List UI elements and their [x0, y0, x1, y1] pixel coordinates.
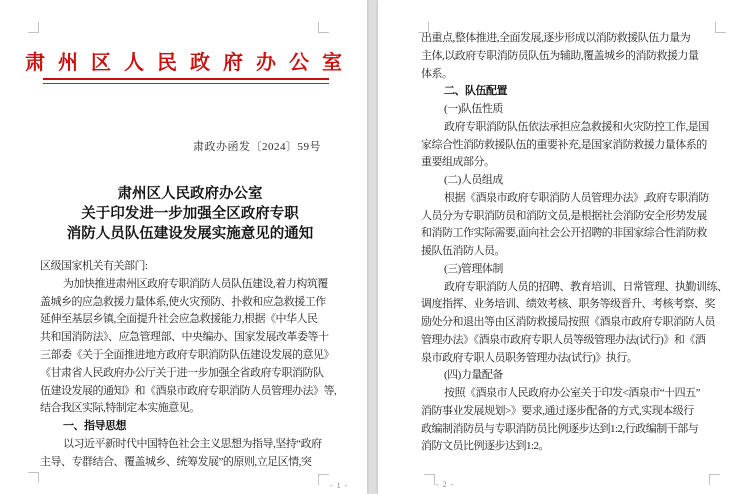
text-line: 以习近平新时代中国特色社会主义思想为指导,坚持“政府	[63, 437, 322, 450]
margin-corner-mark	[424, 474, 435, 485]
text-line: 主导、专群结合、覆盖城乡、统筹发展”的原则,立足区情,突	[40, 455, 312, 468]
text-line: 一、指导思想	[63, 420, 126, 433]
text-line: 伍建设发展的通知》和《酒泉市政府专职消防人员管理办法》等,	[40, 384, 337, 397]
margin-corner-mark	[28, 22, 39, 33]
text-line: 管理办法》《酒泉市政府专职人员等级管理办法(试行)》和《酒	[421, 333, 706, 346]
text-line: 泉市政府专职人员职务管理办法(试行)》执行。	[421, 351, 638, 364]
text-line: 人员分为专职消防员和消防文员,是根据社会消防安全形势发展	[421, 209, 707, 222]
text-line: 出重点,整体推进,全面发展,逐步形成以消防救援队伍力量为	[421, 32, 691, 44]
page-number-1: - 1 -	[330, 481, 349, 490]
text-line: 《甘肃省人民政府办公厅关于进一步加强全省政府专职消防队	[40, 366, 324, 379]
page2-body-text	[421, 30, 728, 456]
text-line: 政编制消防员与专职消防员比例逐步达到1:2,行政编制干部与	[421, 422, 699, 435]
text-line: 政府专职消防队伍依法承担应急救援和火灾防控工作,是国	[444, 120, 709, 133]
letterhead-divider-thick	[43, 78, 329, 80]
margin-corner-mark	[318, 474, 329, 485]
text-line: 消防事业发展规划>》要求,通过逐步配备的方式,实现本级行	[421, 404, 694, 417]
title-line: 肃州区人民政府办公室	[117, 186, 263, 202]
text-line: 重要组成部分。	[421, 156, 495, 169]
title-line: 关于印发进一步加强全区政府专职	[81, 206, 299, 222]
margin-corner-mark	[318, 22, 329, 33]
text-line: 延伸至基层乡镇,全面提升社会应急救援能力,根据《中华人民	[40, 313, 318, 326]
text-line: 二、队伍配置	[444, 85, 507, 98]
text-line: (三)管理体制	[444, 262, 503, 275]
page-number-2: - 2 -	[436, 480, 455, 489]
document-number: 肃政办函发〔2024〕59号	[193, 141, 321, 153]
text-line: 为加快推进肃州区政府专职消防人员队伍建设,着力构筑覆	[63, 277, 328, 290]
text-line: 三部委《关于全面推进地方政府专职消防队伍建设发展的意见》	[40, 348, 334, 361]
text-line: (二)人员组成	[444, 174, 503, 186]
text-line: 调度指挥、业务培训、绩效考核、职务等级晋升、考核考察、奖	[421, 298, 715, 311]
text-line: 家综合性消防救援队伍的重要补充,是国家消防救援力量体系的	[421, 138, 707, 151]
text-line: 根据《酒泉市政府专职消防人员管理办法》,政府专职消防	[444, 191, 709, 204]
text-line: 结合我区实际,特制定本实施意见。	[40, 402, 200, 415]
letterhead-title: 肃 州 区 人 民 政 府 办 公 室	[25, 52, 346, 74]
text-line: 共和国消防法》、应急管理部、中央编办、国家发展改革委等十	[40, 331, 329, 344]
text-line: 和消防工作实际需要,面向社会公开招聘的非国家综合性消防救	[421, 227, 707, 240]
document-title	[40, 184, 340, 244]
letterhead-divider-thin	[43, 83, 329, 84]
text-line: 盖城乡的应急救援力量体系,使火灾预防、扑救和应急救援工作	[40, 295, 326, 308]
text-line: 按照《酒泉市人民政府办公室关于印发<酒泉市“十四五”	[444, 387, 700, 399]
document-page-2	[378, 0, 750, 494]
document-page-1	[0, 0, 367, 494]
page1-body-text	[40, 258, 337, 472]
text-line: 区级国家机关有关部门:	[40, 260, 148, 272]
margin-corner-mark	[709, 474, 720, 485]
text-line: 体系。	[421, 67, 453, 80]
text-line: 主体,以政府专职消防员队伍为辅助,覆盖城乡的消防救援力量	[421, 49, 699, 62]
title-line: 消防人员队伍建设发展实施意见的通知	[66, 226, 314, 242]
text-line: 励处分和退出等由区消防救援局按照《酒泉市政府专职消防人员	[421, 316, 715, 328]
text-line: (四)力量配备	[444, 369, 503, 382]
text-line: 援队伍消防人员。	[421, 245, 505, 257]
margin-corner-mark	[28, 472, 39, 483]
text-line: 政府专职消防人员的招聘、教育培训、日常管理、执勤训练、	[444, 280, 728, 293]
text-line: 消防文员比例逐步达到1:2。	[421, 440, 550, 453]
text-line: (一)队伍性质	[444, 103, 503, 115]
